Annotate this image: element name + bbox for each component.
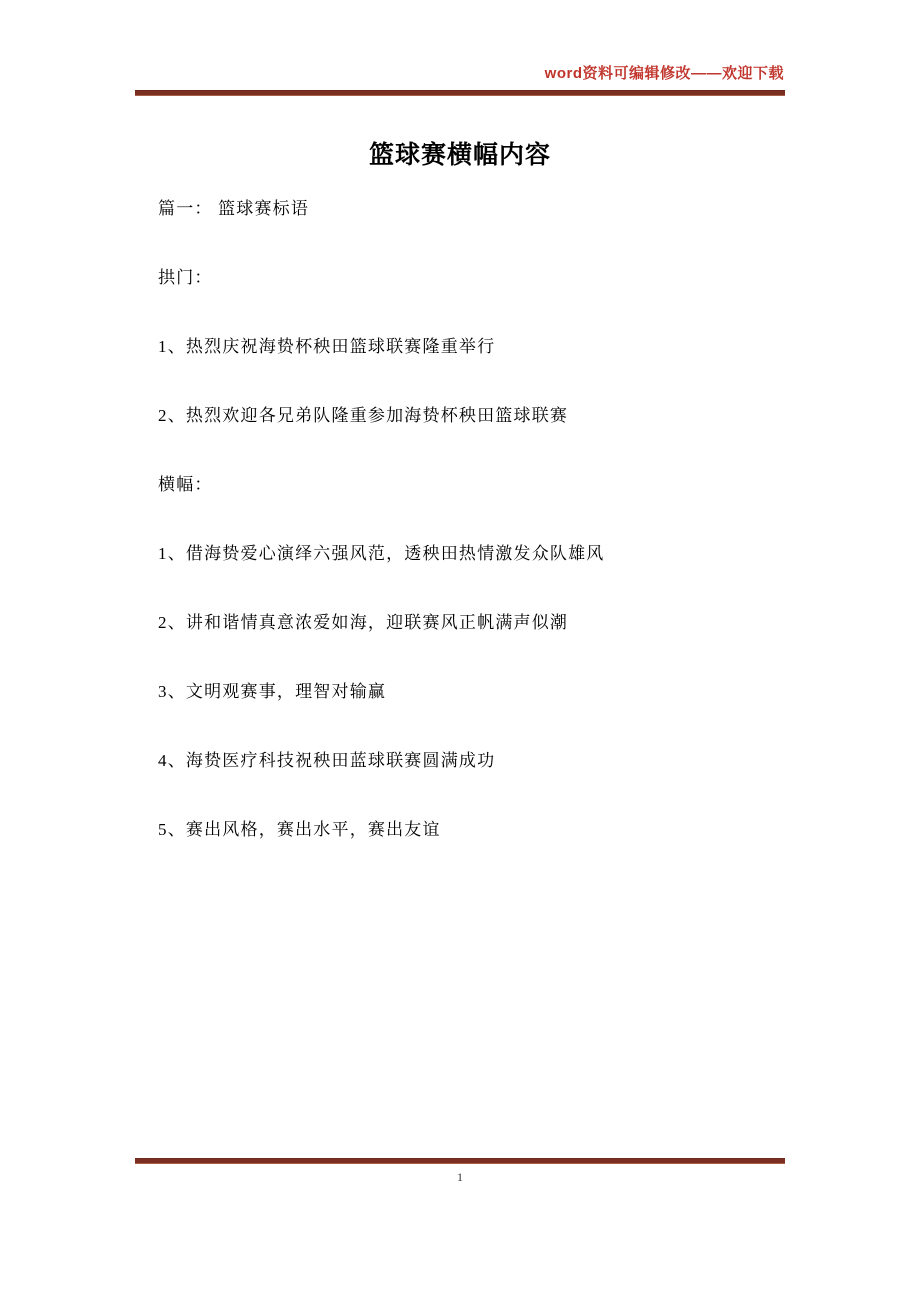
paragraph: 1、借海贽爱心演绎六强风范，透秧田热情激发众队雄风 [158, 544, 605, 563]
page-title: 篮球赛横幅内容 [368, 140, 551, 169]
paragraph: 2、热烈欢迎各兄弟队隆重参加海贽杯秧田篮球联赛 [158, 406, 569, 425]
paragraph: 篇一： 篮球赛标语 [158, 199, 310, 218]
footer-divider-rule [135, 1158, 785, 1164]
paragraph: 2、讲和谐情真意浓爱如海，迎联赛风正帆满声似潮 [158, 613, 569, 632]
paragraph: 横幅： [158, 475, 213, 494]
paragraph: 3、文明观赛事，理智对输赢 [158, 682, 387, 701]
paragraph: 4、海贽医疗科技祝秧田蓝球联赛圆满成功 [158, 751, 496, 770]
header-watermark-note: word资料可编辑修改——欢迎下载 [544, 65, 784, 82]
header-divider-rule [135, 90, 785, 96]
document-body [158, 200, 778, 890]
paragraph: 1、热烈庆祝海贽杯秧田篮球联赛隆重举行 [158, 337, 496, 356]
paragraph: 拱门： [158, 268, 213, 287]
page-number: 1 [457, 1170, 463, 1184]
paragraph: 5、赛出风格，赛出水平，赛出友谊 [158, 820, 441, 839]
